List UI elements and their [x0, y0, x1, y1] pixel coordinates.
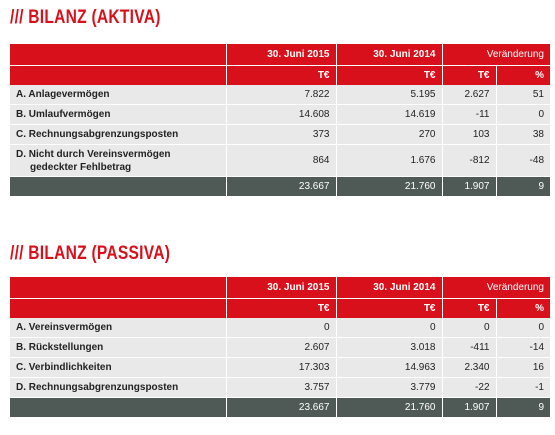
total-pct: 9: [496, 177, 550, 197]
total-label-blank: [10, 398, 226, 418]
value-diff: -11: [442, 105, 496, 125]
total-2015: 23.667: [226, 398, 336, 418]
total-row: [10, 177, 550, 197]
unit-pct: %: [496, 299, 550, 319]
value-2015: 864: [226, 145, 336, 177]
total-pct: 9: [496, 398, 550, 418]
table-row: [10, 125, 550, 145]
table-row: [10, 85, 550, 105]
unit-2015: T€: [226, 66, 336, 86]
value-pct: 38: [496, 125, 550, 145]
liabilities-heading: /// BILANZ (PASSIVA): [10, 243, 171, 264]
liabilities-unit-row: [10, 299, 550, 319]
liabilities-header-row: [10, 277, 550, 299]
value-pct: 0: [496, 318, 550, 338]
header-2015: 30. Juni 2015: [226, 44, 336, 66]
value-2014: 0: [336, 318, 442, 338]
value-2015: 17.303: [226, 358, 336, 378]
value-pct: -1: [496, 378, 550, 398]
value-2014: 5.195: [336, 85, 442, 105]
value-diff: 103: [442, 125, 496, 145]
value-2014: 3.779: [336, 378, 442, 398]
value-diff: 2.627: [442, 85, 496, 105]
table-row: [10, 318, 550, 338]
table-row: [10, 105, 550, 125]
row-label: C. Verbindlichkeiten: [10, 358, 226, 378]
header-2014: 30. Juni 2014: [336, 44, 442, 66]
unit-2014: T€: [336, 66, 442, 86]
table-row: [10, 145, 550, 177]
row-label: A. Vereinsvermögen: [10, 318, 226, 338]
assets-heading: /// BILANZ (AKTIVA): [10, 7, 161, 28]
row-label: C. Rechnungsabgrenzungsposten: [10, 125, 226, 145]
value-diff: 0: [442, 318, 496, 338]
row-label: [10, 145, 226, 177]
value-2015: 14.608: [226, 105, 336, 125]
value-2014: 1.676: [336, 145, 442, 177]
value-2015: 3.757: [226, 378, 336, 398]
value-2014: 270: [336, 125, 442, 145]
row-label: B. Umlaufvermögen: [10, 105, 226, 125]
value-pct: 16: [496, 358, 550, 378]
unit-blank-cell: [10, 66, 226, 86]
value-2015: 0: [226, 318, 336, 338]
unit-2014: T€: [336, 299, 442, 319]
header-blank-cell: [10, 277, 226, 299]
assets-table: [10, 44, 550, 196]
liabilities-table: [10, 277, 550, 417]
unit-2015: T€: [226, 299, 336, 319]
table-row: [10, 358, 550, 378]
value-diff: -22: [442, 378, 496, 398]
value-pct: 51: [496, 85, 550, 105]
value-2015: 373: [226, 125, 336, 145]
table-row: [10, 378, 550, 398]
value-pct: -14: [496, 338, 550, 358]
value-diff: -411: [442, 338, 496, 358]
row-label: D. Rechnungsabgrenzungsposten: [10, 378, 226, 398]
assets-unit-row: [10, 66, 550, 86]
value-2015: 2.607: [226, 338, 336, 358]
unit-pct: %: [496, 66, 550, 86]
value-2014: 14.963: [336, 358, 442, 378]
unit-diff: T€: [442, 66, 496, 86]
row-label-line1: D. Nicht durch Vereinsvermögen: [16, 148, 171, 160]
header-2014: 30. Juni 2014: [336, 277, 442, 299]
row-label-line2: gedeckter Fehlbetrag: [30, 161, 132, 173]
total-row: [10, 398, 550, 418]
value-diff: 2.340: [442, 358, 496, 378]
unit-diff: T€: [442, 299, 496, 319]
total-diff: 1.907: [442, 398, 496, 418]
value-2015: 7.822: [226, 85, 336, 105]
row-label: B. Rückstellungen: [10, 338, 226, 358]
value-diff: -812: [442, 145, 496, 177]
value-pct: -48: [496, 145, 550, 177]
value-2014: 3.018: [336, 338, 442, 358]
total-2015: 23.667: [226, 177, 336, 197]
total-2014: 21.760: [336, 398, 442, 418]
total-2014: 21.760: [336, 177, 442, 197]
total-label-blank: [10, 177, 226, 197]
table-row: [10, 338, 550, 358]
row-label: A. Anlagevermögen: [10, 85, 226, 105]
value-2014: 14.619: [336, 105, 442, 125]
header-2015: 30. Juni 2015: [226, 277, 336, 299]
assets-header-row: [10, 44, 550, 66]
header-change: Veränderung: [442, 44, 550, 66]
unit-blank-cell: [10, 299, 226, 319]
value-pct: 0: [496, 105, 550, 125]
header-change: Veränderung: [442, 277, 550, 299]
header-blank-cell: [10, 44, 226, 66]
total-diff: 1.907: [442, 177, 496, 197]
